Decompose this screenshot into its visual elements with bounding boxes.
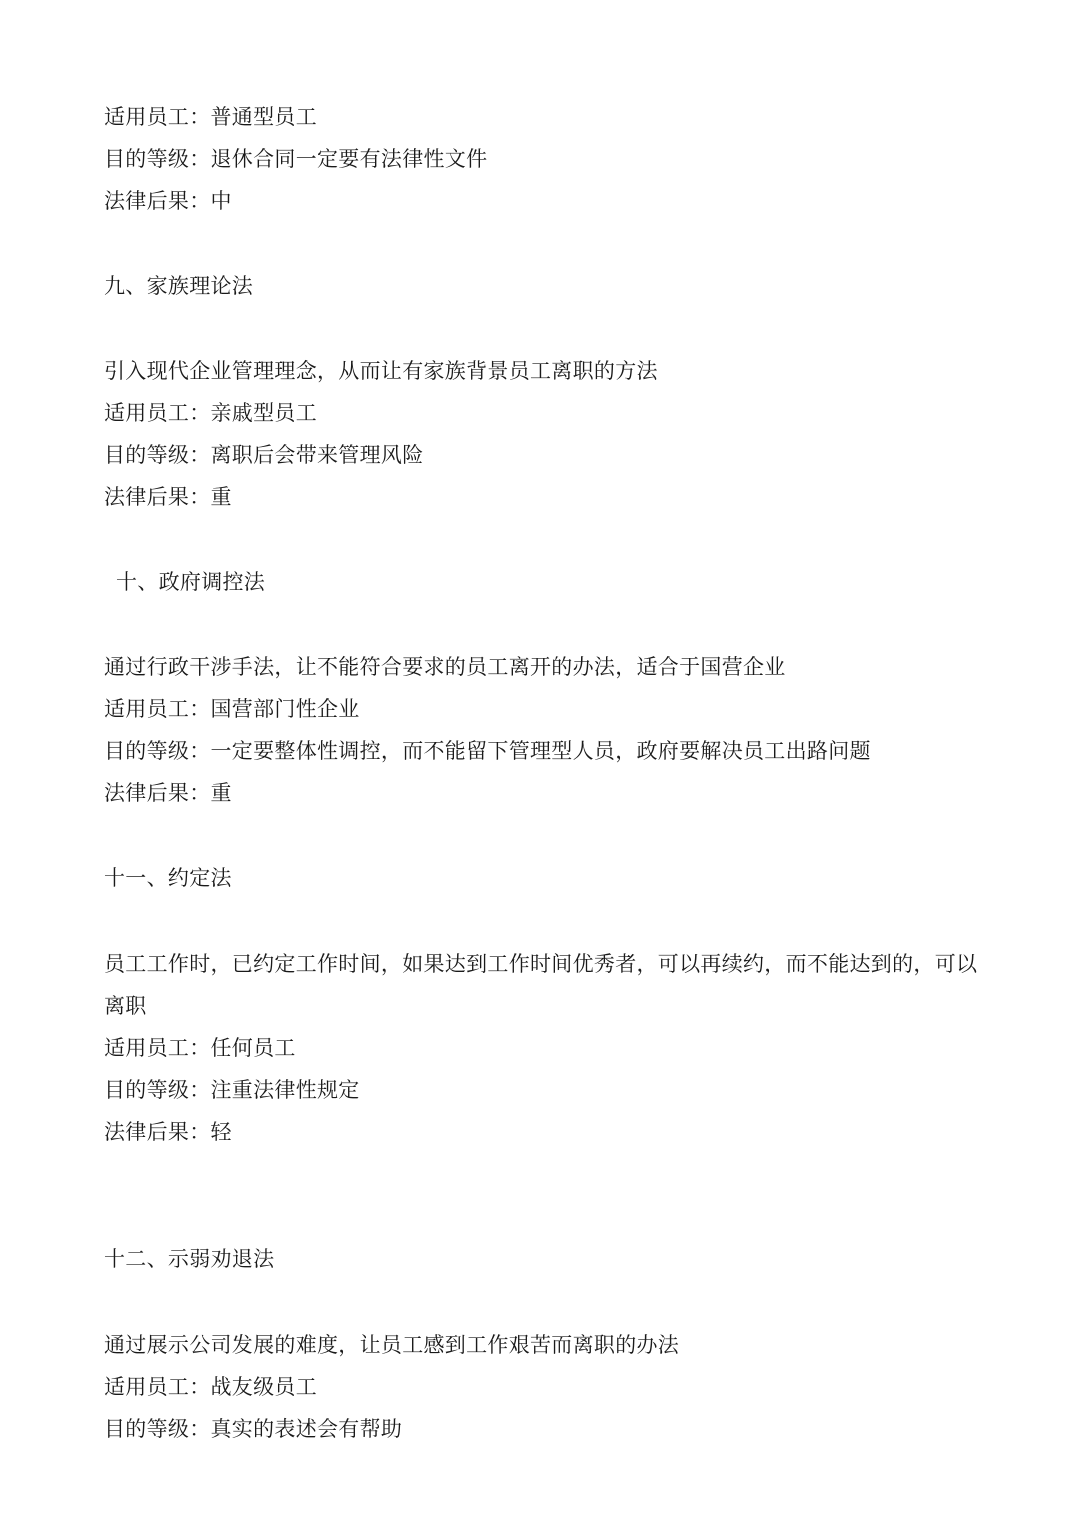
legal-consequence-line: 法律后果：重 <box>104 485 232 509</box>
section-heading-9: 九、家族理论法 <box>104 274 254 298</box>
legal-consequence-line: 法律后果：中 <box>104 189 232 213</box>
legal-consequence-line: 法律后果：轻 <box>104 1120 232 1144</box>
purpose-level-line: 目的等级：退休合同一定要有法律性文件 <box>104 147 488 171</box>
section-heading-10: 十、政府调控法 <box>116 570 266 594</box>
section-description-line: 通过展示公司发展的难度，让员工感到工作艰苦而离职的办法 <box>104 1333 680 1357</box>
section-heading-11: 十一、约定法 <box>104 866 232 890</box>
applicable-staff-line: 适用员工：亲戚型员工 <box>104 401 317 425</box>
applicable-staff-line: 适用员工：任何员工 <box>104 1036 296 1060</box>
section-heading-12: 十二、示弱劝退法 <box>104 1247 275 1271</box>
purpose-level-line: 目的等级：一定要整体性调控，而不能留下管理型人员，政府要解决员工出路问题 <box>104 739 871 763</box>
applicable-staff-line: 适用员工：战友级员工 <box>104 1375 317 1399</box>
legal-consequence-line: 法律后果：重 <box>104 781 232 805</box>
section-description-line: 引入现代企业管理理念，从而让有家族背景员工离职的方法 <box>104 359 658 383</box>
section-description-line-cont: 离职 <box>104 994 147 1018</box>
section-description-line: 员工工作时，已约定工作时间，如果达到工作时间优秀者，可以再续约，而不能达到的，可以 <box>104 952 978 976</box>
purpose-level-line: 目的等级：真实的表述会有帮助 <box>104 1417 403 1441</box>
purpose-level-line: 目的等级：注重法律性规定 <box>104 1078 360 1102</box>
applicable-staff-line: 适用员工：国营部门性企业 <box>104 697 360 721</box>
section-description-line: 通过行政干涉手法，让不能符合要求的员工离开的办法，适合于国营企业 <box>104 655 786 679</box>
purpose-level-line: 目的等级：离职后会带来管理风险 <box>104 443 424 467</box>
applicable-staff-line: 适用员工：普通型员工 <box>104 105 317 129</box>
